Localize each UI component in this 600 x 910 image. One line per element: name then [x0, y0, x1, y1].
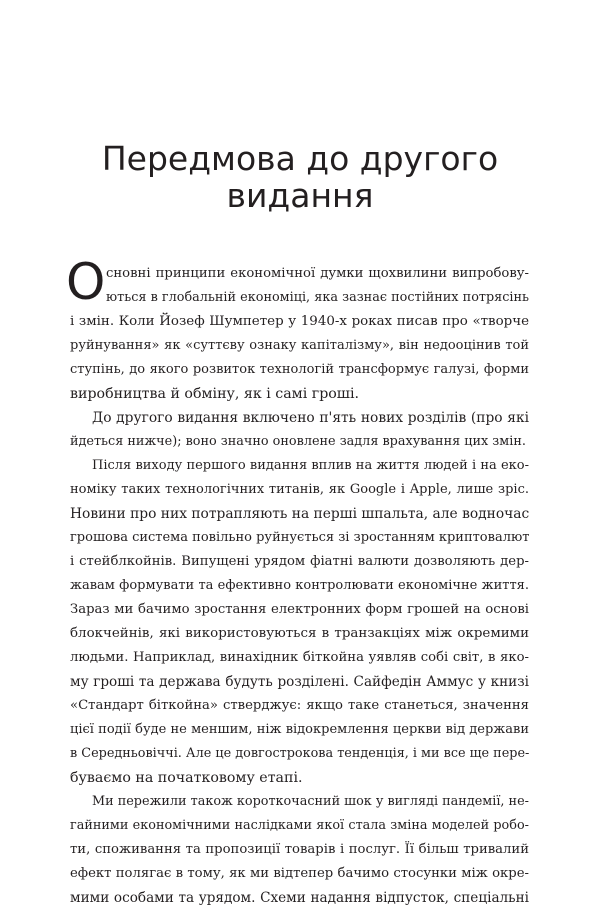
text-line: і змін. Коли Йозеф Шумпетер у 1940-х роках писав про «творче	[70, 314, 529, 329]
text-line: грошова система повільно руйнується зі зростанням криптовалют	[70, 530, 530, 545]
text-line: му гроші та держава будуть розділені. Сайфедін Аммус у книзі	[70, 674, 529, 690]
drop-cap: О	[66, 253, 106, 311]
text-line: сновні принципи економічної думки щохвилини випробову-	[106, 266, 529, 281]
text-line: Новини про них потрапляють на перші шпальта, але водночас	[70, 506, 530, 522]
text-line: Зараз ми бачимо зростання електронних форм грошей на основі	[70, 602, 529, 617]
chapter-title-line-2: видання	[226, 176, 374, 215]
body-text	[66, 253, 530, 910]
text-line: і стейблкойнів. Випущені урядом фіатні валюти дозволяють дер-	[70, 554, 529, 569]
text-line: гайними економічними наслідками якої стала зміна моделей робо-	[70, 818, 529, 833]
text-line: Після виходу першого видання вплив на життя людей і на еко-	[92, 458, 529, 473]
chapter-title	[60, 140, 540, 214]
text-line: мими особами та урядом. Схеми надання відпусток, спеціальні	[70, 890, 529, 906]
text-line: ефект полягає в тому, як ми відтепер бачимо стосунки між окре-	[70, 866, 529, 881]
text-line: До другого видання включено п'ять нових розділів (про які	[92, 410, 529, 426]
text-line: жавам формувати та ефективно контролювати економічне життя.	[70, 578, 529, 593]
text-line: руйнування» як «суттєву ознаку капіталізму», він недооцінив той	[70, 338, 529, 353]
text-line: номіку таких технологічних титанів, як Google і Apple, лише зріс.	[70, 482, 529, 497]
text-line: виробництва й обміну, як і самі гроші.	[70, 386, 360, 402]
text-line: цієї події буде не меншим, ніж відокремлення церкви від держави	[70, 722, 529, 737]
text-line: людьми. Наприклад, винахідник біткойна уявляв собі світ, в яко-	[70, 650, 529, 665]
text-line: «Стандарт біткойна» стверджує: якщо таке станеться, значення	[70, 698, 529, 713]
chapter-title-line-1: Передмова до другого	[101, 139, 499, 178]
text-line: ти, споживання та пропозиції товарів і послуг. Її більш тривалий	[70, 842, 529, 857]
text-line: ються в глобальній економіці, яка зазнає постійних потрясінь	[106, 290, 529, 305]
text-line: в Середньовіччі. Але це довгострокова тенденція, і ми все ще пере-	[70, 746, 530, 761]
text-line: буваємо на початковому етапі.	[70, 770, 303, 786]
text-line: Ми пережили також короткочасний шок у вигляді пандемії, не-	[92, 794, 529, 809]
text-line: блокчейнів, які використовуються в транзакціях між окремими	[70, 626, 529, 641]
text-line: ступінь, до якого розвиток технологій трансформує галузі, форми	[70, 362, 529, 377]
text-line: йдеться нижче); воно значно оновлене задля врахування цих змін.	[70, 434, 526, 449]
